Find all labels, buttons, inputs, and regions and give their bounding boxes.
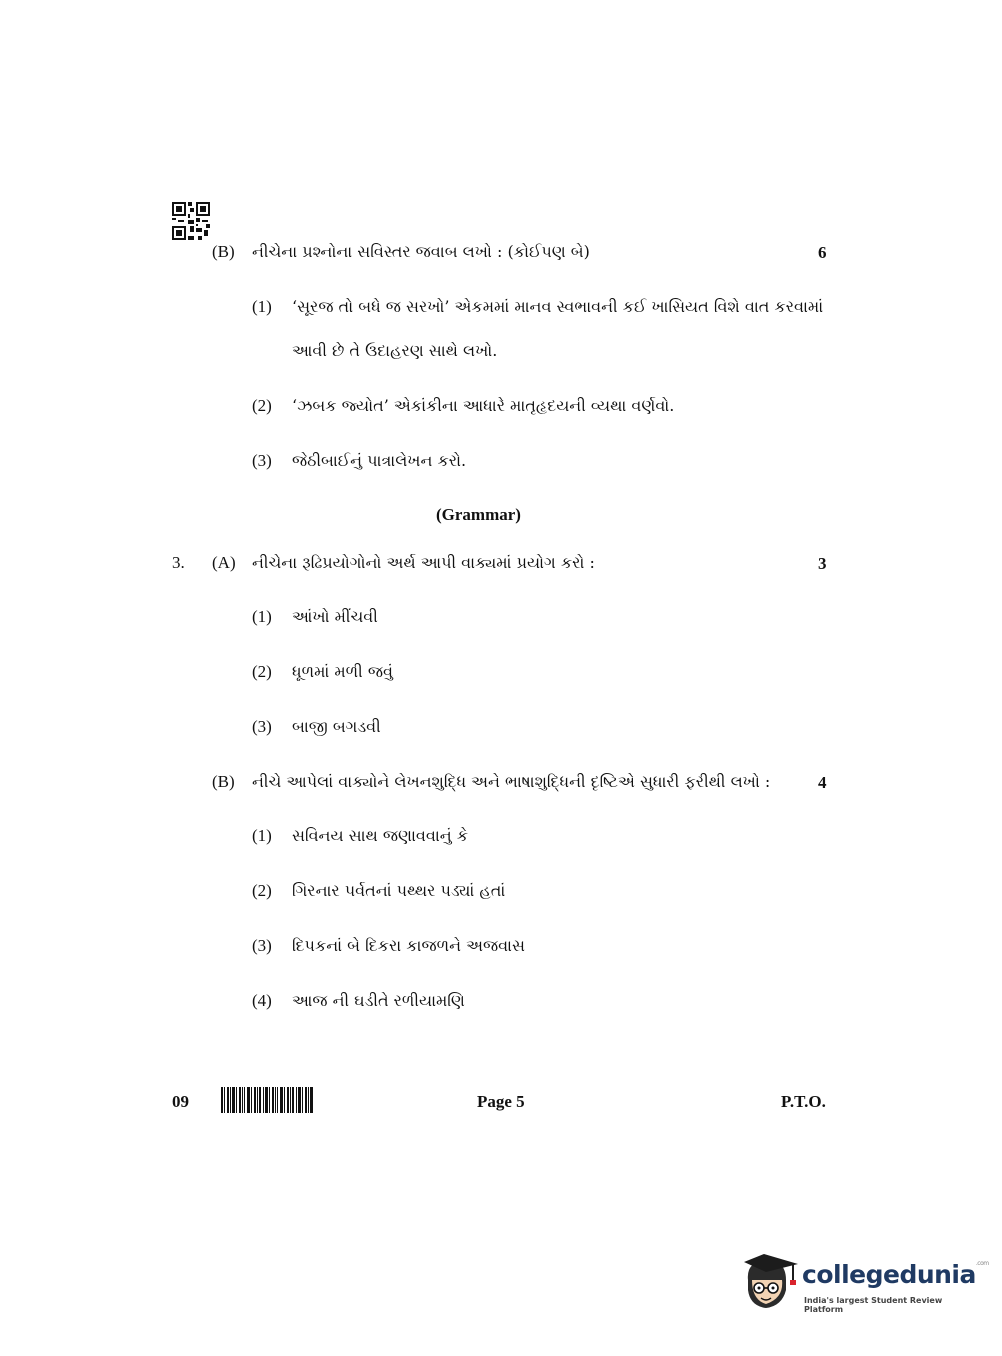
qr-code-icon xyxy=(172,202,210,240)
list-item-text-continued: આવી છે તે ઉદાહરણ સાથે લખો. xyxy=(292,341,498,360)
please-turn-over: P.T.O. xyxy=(781,1092,826,1111)
list-item-number: (2) xyxy=(252,662,272,681)
list-item-number: (3) xyxy=(252,717,272,736)
section-a-label: (A) xyxy=(212,553,236,572)
barcode-icon xyxy=(221,1087,313,1113)
section-b-instruction: નીચે આપેલાં વાક્યોને લેખનશુદ્ધિ અને ભાષાશુદ્ધિની દૃષ્ટિએ સુધારી ફરીથી લખો : xyxy=(252,772,771,791)
list-item-number: (1) xyxy=(252,607,272,626)
section-heading-grammar: (Grammar) xyxy=(436,505,521,524)
list-item-text: સવિનય સાથ જણાવવાનું કે xyxy=(292,826,469,845)
page-number: Page 5 xyxy=(477,1092,525,1111)
section-b-marks: 6 xyxy=(818,243,827,262)
paper-code: 09 xyxy=(172,1092,189,1111)
list-item-number: (4) xyxy=(252,991,272,1010)
section-b-label: (B) xyxy=(212,242,235,261)
section-a-instruction: નીચેના રૂઢિપ્રયોગોનો અર્થ આપી વાક્યમાં પ્રયોગ કરો : xyxy=(252,553,595,572)
section-a-marks: 3 xyxy=(818,554,827,573)
list-item-text: આજ ની ઘડીતે રળીયામણિ xyxy=(292,991,465,1010)
list-item-number: (2) xyxy=(252,881,272,900)
list-item-number: (3) xyxy=(252,451,272,470)
list-item-text: ગિરનાર પર્વતનાં પથ્થર પડ્યાં હતાં xyxy=(292,881,506,900)
list-item-text: ‘સૂરજ તો બધે જ સરખો’ એકમમાં માનવ સ્વભાવની કઈ ખાસિયત વિશે વાત કરવામાં xyxy=(292,297,824,316)
list-item-text: ‘ઝબક જ્યોત’ એકાંકીના આધારે માતૃહૃદયની વ્યથા વર્ણવો. xyxy=(292,396,675,415)
collegedunia-mascot-icon xyxy=(742,1250,802,1316)
list-item-text: જેઠીબાઈનું પાત્રાલેખન કરો. xyxy=(292,451,467,470)
question-number: 3. xyxy=(172,553,185,572)
list-item-number: (1) xyxy=(252,826,272,845)
list-item-text: ધૂળમાં મળી જવું xyxy=(292,662,393,681)
section-b-label: (B) xyxy=(212,772,235,791)
list-item-text: આંખો મીંચવી xyxy=(292,607,378,626)
section-b-instruction: નીચેના પ્રશ્નોના સવિસ્તર જવાબ લખો : (કોઈપણ બે) xyxy=(252,242,590,261)
list-item-text: દિપકનાં બે દિકરા કાજળને અજવાસ xyxy=(292,936,525,955)
brand-name: collegedunia$^{.com}$ xyxy=(802,1260,989,1289)
collegedunia-logo xyxy=(742,1250,989,1320)
section-b-marks: 4 xyxy=(818,773,827,792)
list-item-text: બાજી બગડવી xyxy=(292,717,381,736)
list-item-number: (2) xyxy=(252,396,272,415)
list-item-number: (1) xyxy=(252,297,272,316)
list-item-number: (3) xyxy=(252,936,272,955)
brand-tagline: India's largest Student Review Platform xyxy=(804,1296,943,1314)
